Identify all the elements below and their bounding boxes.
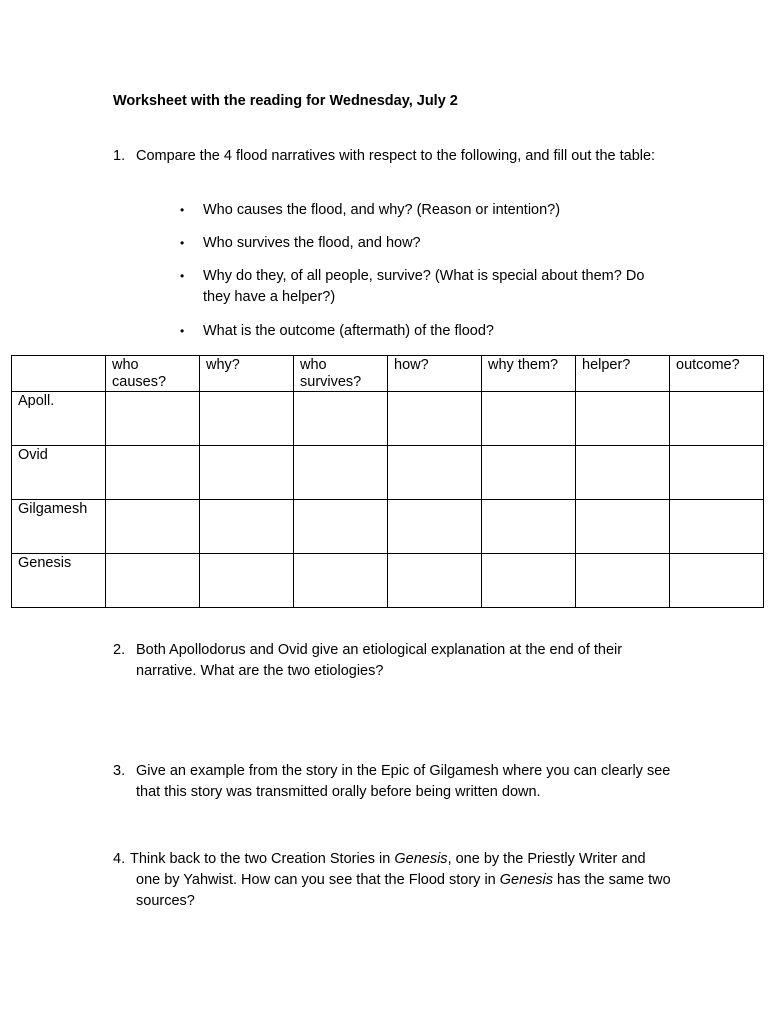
table-header-cell: how? bbox=[388, 356, 482, 392]
table-row bbox=[12, 554, 764, 608]
question-number: 3. bbox=[113, 763, 126, 779]
table-cell[interactable] bbox=[200, 554, 294, 608]
table-cell[interactable] bbox=[388, 500, 482, 554]
table-cell[interactable] bbox=[576, 392, 670, 446]
table-header-cell bbox=[12, 356, 106, 392]
bullet-text: Why do they, of all people, survive? (What is special about them? Do they have a helper?) bbox=[203, 268, 645, 305]
bullet-item bbox=[180, 233, 660, 254]
table-cell[interactable] bbox=[106, 446, 200, 500]
table-header-row bbox=[12, 356, 764, 392]
row-label: Ovid bbox=[12, 446, 106, 500]
bullet-icon: • bbox=[180, 203, 185, 217]
worksheet-title: Worksheet with the reading for Wednesday, July 2 bbox=[113, 93, 458, 109]
bullet-text: Who survives the flood, and how? bbox=[203, 235, 421, 251]
table-cell[interactable] bbox=[388, 392, 482, 446]
table-cell[interactable] bbox=[106, 500, 200, 554]
bullet-item bbox=[180, 200, 660, 221]
table-cell[interactable] bbox=[576, 446, 670, 500]
question-text: Compare the 4 flood narratives with respect to the following, and fill out the table: bbox=[136, 148, 656, 164]
question-number: 1. bbox=[113, 148, 126, 164]
question-4 bbox=[113, 849, 673, 912]
table-cell[interactable] bbox=[294, 500, 388, 554]
question-number: 2. bbox=[113, 642, 126, 658]
question-2 bbox=[113, 640, 673, 682]
question-1 bbox=[113, 146, 673, 167]
table-cell[interactable] bbox=[576, 554, 670, 608]
table-cell[interactable] bbox=[200, 500, 294, 554]
bullet-icon: • bbox=[180, 269, 185, 283]
table-cell[interactable] bbox=[670, 392, 764, 446]
table-header-cell: helper? bbox=[576, 356, 670, 392]
table-cell[interactable] bbox=[388, 446, 482, 500]
table-cell[interactable] bbox=[106, 392, 200, 446]
bullet-item bbox=[180, 266, 660, 308]
table-row bbox=[12, 446, 764, 500]
genesis-italic: Genesis bbox=[394, 851, 448, 867]
bullet-icon: • bbox=[180, 236, 185, 250]
question-number: 4. bbox=[113, 851, 126, 867]
table-cell[interactable] bbox=[200, 392, 294, 446]
table-cell[interactable] bbox=[294, 392, 388, 446]
question-text-part: Think back to the two Creation Stories in bbox=[130, 851, 395, 867]
table-row bbox=[12, 500, 764, 554]
table-cell[interactable] bbox=[482, 500, 576, 554]
question-text bbox=[113, 849, 673, 912]
table-cell[interactable] bbox=[294, 554, 388, 608]
table-header-cell: why? bbox=[200, 356, 294, 392]
table-cell[interactable] bbox=[482, 446, 576, 500]
table-cell[interactable] bbox=[388, 554, 482, 608]
table-cell[interactable] bbox=[670, 500, 764, 554]
table-cell[interactable] bbox=[482, 554, 576, 608]
table-cell[interactable] bbox=[106, 554, 200, 608]
table-row bbox=[12, 392, 764, 446]
comparison-table bbox=[11, 355, 764, 608]
table-cell[interactable] bbox=[670, 554, 764, 608]
question-3 bbox=[113, 761, 673, 803]
table-cell[interactable] bbox=[200, 446, 294, 500]
question-text-part: , one by the Priestly Writer and one by Yahwist. How can you see that the Flood story in bbox=[136, 851, 646, 888]
table-cell[interactable] bbox=[294, 446, 388, 500]
genesis-italic: Genesis bbox=[499, 872, 553, 888]
table-header-cell: outcome? bbox=[670, 356, 764, 392]
question-text-part: has the same two sources? bbox=[136, 872, 671, 909]
row-label: Apoll. bbox=[12, 392, 106, 446]
question-text: Both Apollodorus and Ovid give an etiological explanation at the end of their narrative. What are the two etiologies? bbox=[136, 642, 623, 679]
table-cell[interactable] bbox=[670, 446, 764, 500]
row-label: Gilgamesh bbox=[12, 500, 106, 554]
bullet-icon: • bbox=[180, 324, 185, 338]
table-cell[interactable] bbox=[482, 392, 576, 446]
bullet-item bbox=[180, 321, 660, 342]
question-text: Give an example from the story in the Epic of Gilgamesh where you can clearly see that this story was transmitted orally before being written down. bbox=[136, 763, 671, 800]
table-header-cell: who survives? bbox=[294, 356, 388, 392]
bullet-text: Who causes the flood, and why? (Reason or intention?) bbox=[203, 202, 561, 218]
table-header-cell: who causes? bbox=[106, 356, 200, 392]
table-cell[interactable] bbox=[576, 500, 670, 554]
table-header-cell: why them? bbox=[482, 356, 576, 392]
row-label: Genesis bbox=[12, 554, 106, 608]
bullet-text: What is the outcome (aftermath) of the flood? bbox=[203, 323, 494, 339]
